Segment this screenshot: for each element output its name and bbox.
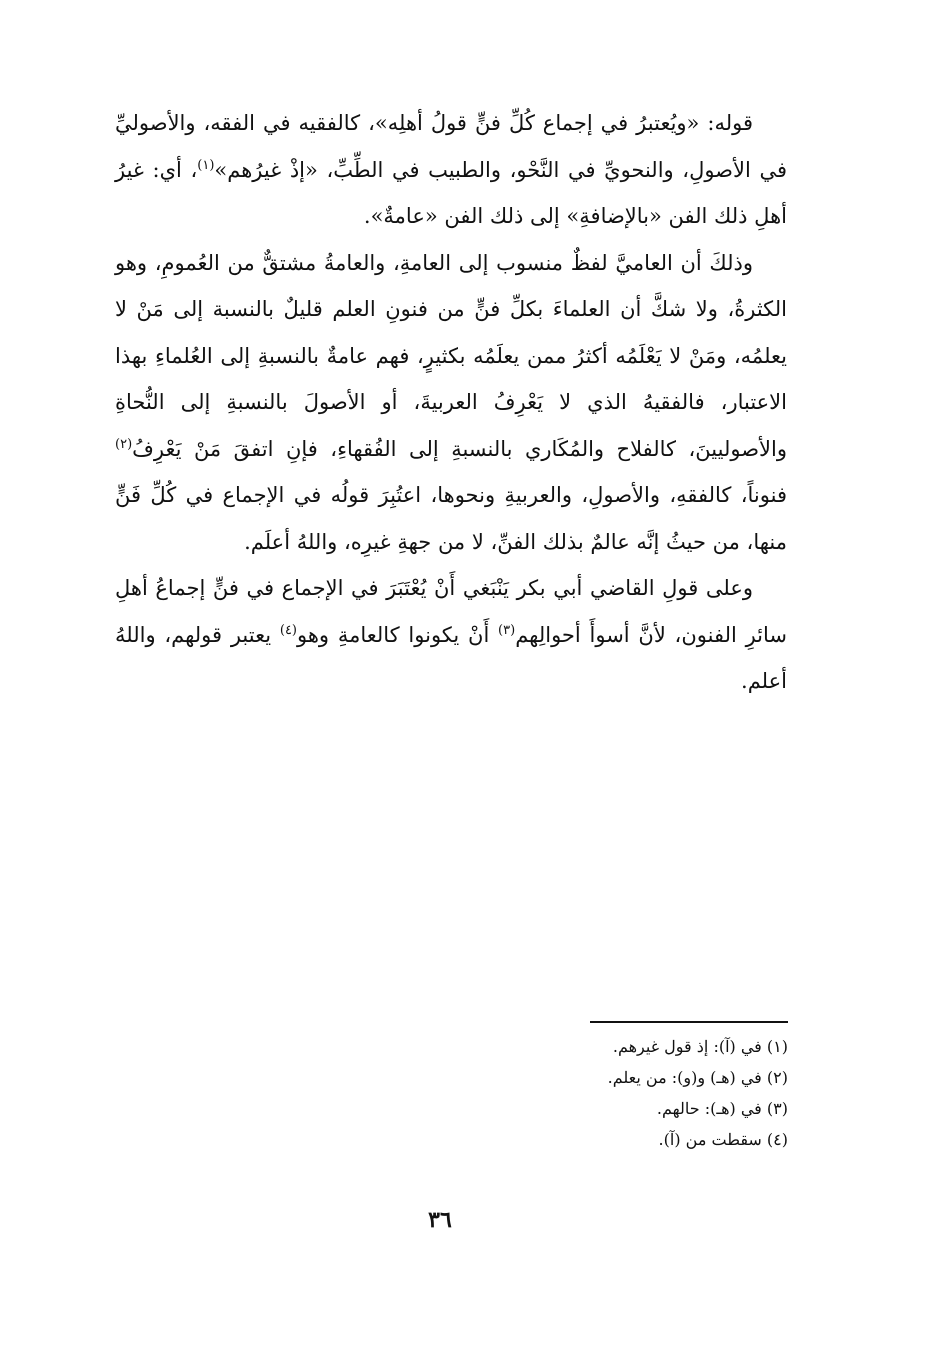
footnote-ref-1: (١) bbox=[197, 157, 215, 173]
paragraph-3-text: وعلى قولِ القاضي أبي بكر يَنْبَغي أَنْ يُعْتَبَرَ في الإجماع في فنٍّ إجماعُ أهلِ سائرِ الفنون، لأنَّ أسوأَ أحوالِهم bbox=[115, 576, 787, 647]
footnote-3: (٣) في (هـ): حالهم. bbox=[656, 1099, 788, 1118]
paragraph-2-text: وذلكَ أن العاميَّ لفظٌ منسوب إلى العامةِ، والعامةُ مشتقٌّ من العُمومِ، وهو الكثرةُ، ولا شكَّ أن العلماءَ بكلِّ فنٍّ من فنونِ العلم قليلٌ بالنسبة إلى مَنْ لا يعلمُه، ومَنْ لا يَعْلَمُه أكثرُ ممن يعلَمُه بكثيرٍ، فهم عامةٌ بالنسبةِ إلى العُلماءِ بهذا الاعتبار، فالفقيهُ الذي لا يَعْرِفُ العربيةَ، أو الأصولَ بالنسبةِ إلى النُّحاةِ والأصوليينَ، كالفلاح والمُكَاري بالنسبةِ إلى الفُقهاءِ، فإنِ اتفقَ مَنْ يَعْرِفُ bbox=[115, 250, 787, 461]
paragraph-2 bbox=[115, 240, 787, 566]
footnote-separator bbox=[590, 1021, 788, 1023]
footnote-ref-2: (٢) bbox=[115, 436, 133, 452]
footnote-1: (١) في (آ): إذ قول غيرهم. bbox=[612, 1037, 788, 1056]
paragraph-2-text-end: فنوناً، كالفقهِ، والأصولِ، والعربيةِ ونحوها، اعتُبِرَ قولُه في الإجماع في كُلِّ فَنٍّ منها، من حيثُ إنَّه عالمٌ بذلك الفنِّ، لا من جهةِ غيرِه، واللهُ أعلَم. bbox=[115, 483, 787, 554]
footnote-2: (٢) في (هـ) و(و): من يعلم. bbox=[607, 1068, 788, 1087]
footnote-4: (٤) سقطت من (آ). bbox=[658, 1130, 788, 1149]
paragraph-3-text-end: يعتبر قولهم، واللهُ أعلم. bbox=[115, 622, 787, 693]
paragraph-3-text-mid: أَنْ يكونوا كالعامةِ وهو bbox=[297, 622, 499, 647]
paragraph-1 bbox=[115, 100, 787, 240]
paragraph-1-text: قوله: «ويُعتبرُ في إجماع كُلِّ فنٍّ قولُ أهلِه»، كالفقيه في الفقه، والأصوليِّ في الأصولِ، والنحويِّ في النَّحْو، والطبيب في الطِّبِّ، «إذْ غيرُهم» bbox=[115, 111, 787, 182]
page-number: ٣٦ bbox=[428, 1207, 452, 1233]
paragraph-3 bbox=[115, 565, 787, 705]
main-text bbox=[115, 100, 787, 705]
paragraph-1-text-end: ، أي: غيرُ أهلِ ذلك الفن «بالإضافةِ» إلى ذلك الفن «عامةٌ». bbox=[115, 157, 787, 228]
footnotes bbox=[430, 1031, 788, 1155]
footnote-ref-4: (٤) bbox=[279, 622, 297, 638]
footnote-ref-3: (٣) bbox=[498, 622, 516, 638]
